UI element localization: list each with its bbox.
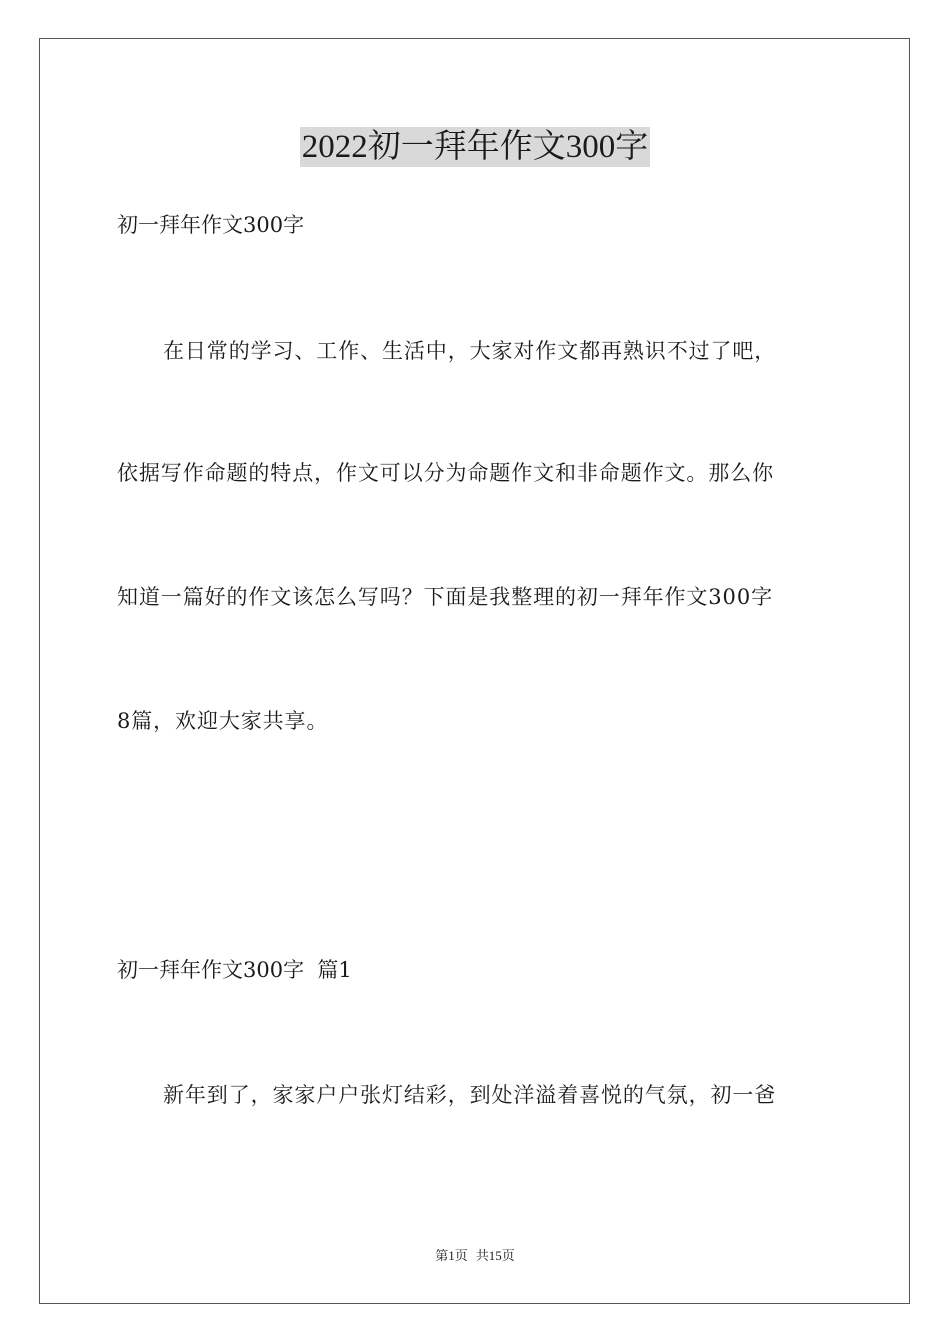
document-title: 2022初一拜年作文300字 [301, 129, 649, 165]
title-container [0, 127, 950, 167]
intro-line-2: 依据写作命题的特点，作文可以分为命题作文和非命题作文。那么你 [117, 461, 774, 485]
document-subtitle: 初一拜年作文300字 [117, 213, 305, 237]
section-heading: 初一拜年作文300字 篇1 [117, 958, 352, 982]
page-footer [0, 1247, 950, 1265]
page-number: 第1页 [435, 1248, 468, 1263]
page-total: 共15页 [475, 1248, 515, 1263]
intro-line-4: 8篇，欢迎大家共享。 [117, 709, 329, 733]
section-line-1: 新年到了，家家户户张灯结彩，到处洋溢着喜悦的气氛，初一爸 [163, 1083, 777, 1107]
intro-line-3: 知道一篇好的作文该怎么写吗？下面是我整理的初一拜年作文300字 [117, 585, 773, 609]
intro-line-1: 在日常的学习、工作、生活中，大家对作文都再熟识不过了吧， [163, 339, 777, 363]
